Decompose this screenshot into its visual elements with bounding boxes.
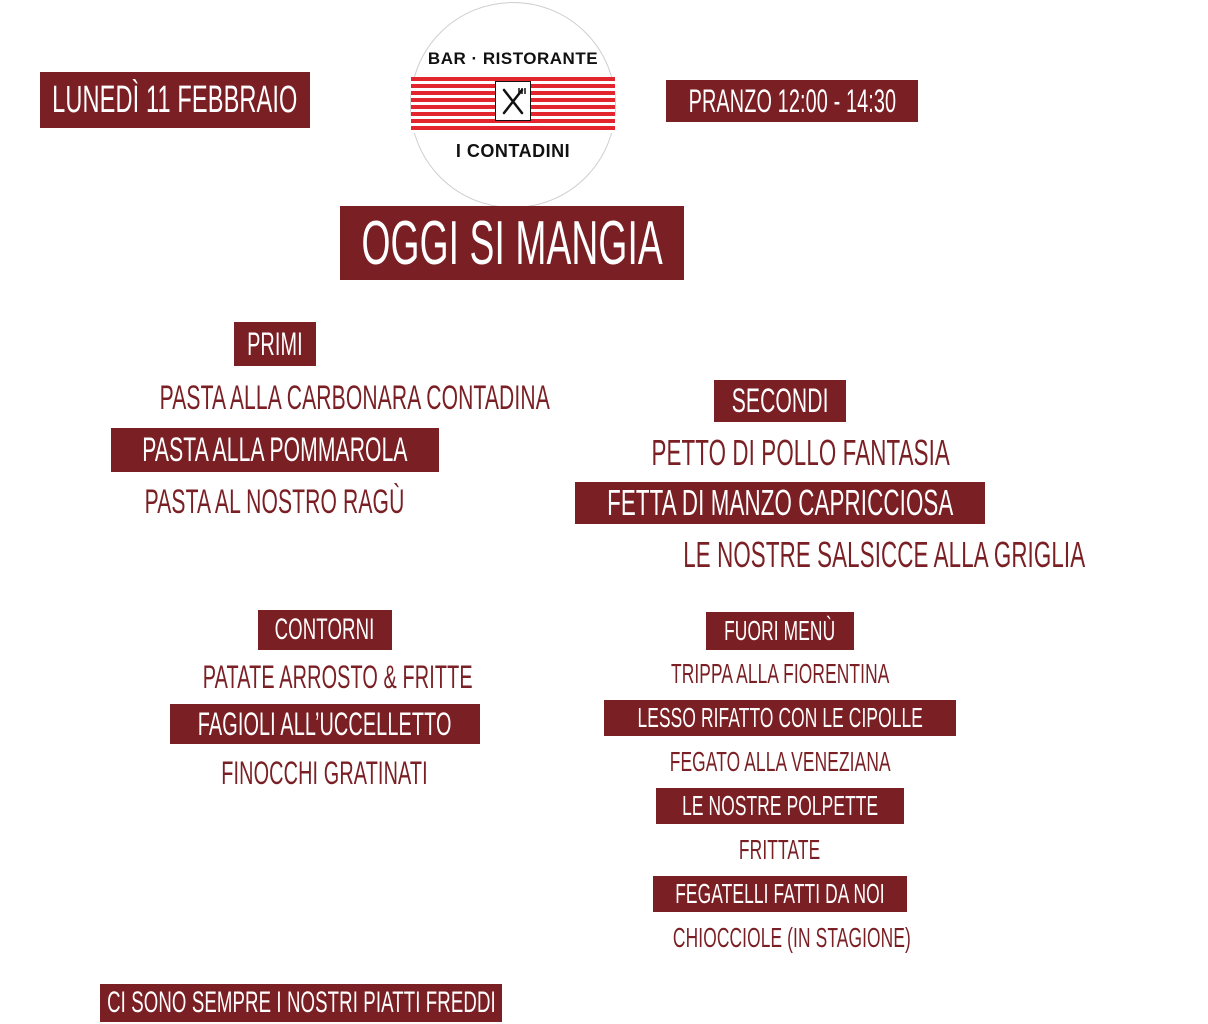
fuori-menu-item: LESSO RIFATTO CON LE CIPOLLE	[600, 700, 960, 736]
fuori-menu-item: FEGATO ALLA VENEZIANA	[669, 746, 891, 777]
secondi-item: LE NOSTRE SALSICCE ALLA GRIGLIA	[683, 534, 1086, 575]
restaurant-logo	[410, 2, 616, 208]
logo-top-text: BAR · RISTORANTE	[427, 49, 599, 68]
page-title-badge	[340, 206, 684, 280]
contorni-heading: CONTORNI	[258, 610, 391, 650]
fuori-menu-item: FRITTATE	[739, 834, 821, 865]
hours-badge	[666, 80, 918, 122]
contorni-item: FINOCCHI GRATINATI	[221, 755, 429, 791]
hours-text: PRANZO 12:00 - 14:30	[688, 82, 896, 119]
contorni-item: PATATE ARROSTO & FRITTE	[202, 659, 473, 695]
fuori-menu-heading: FUORI MENÙ	[706, 612, 853, 650]
primi-item: PASTA ALLA POMMAROLA	[60, 428, 490, 472]
footer-note: CI SONO SEMPRE I NOSTRI PIATTI FREDDI	[106, 986, 496, 1019]
primi-item: PASTA AL NOSTRO RAGÙ	[145, 483, 405, 521]
date-text: LUNEDÌ 11 FEBBRAIO	[52, 78, 298, 121]
primi-heading: PRIMI	[234, 322, 316, 366]
fuori-menu-item: TRIPPA ALLA FIORENTINA	[670, 658, 890, 689]
logo-bottom-text: I CONTADINI	[455, 141, 571, 161]
secondi-item: PETTO DI POLLO FANTASIA	[651, 432, 950, 473]
fuori-menu-item: LE NOSTRE POLPETTE	[600, 788, 960, 824]
secondi-heading: SECONDI	[714, 380, 846, 422]
contorni-item: FAGIOLI ALL’UCCELLETTO	[120, 704, 530, 744]
contorni-heading-row	[150, 610, 500, 650]
primi-item: PASTA ALLA CARBONARA CONTADINA	[159, 379, 550, 417]
footer-note-badge	[100, 984, 502, 1022]
fuori-menu-heading-row	[600, 612, 960, 650]
secondi-item: FETTA DI MANZO CAPRICCIOSA	[560, 482, 1000, 524]
page-title: OGGI SI MANGIA	[361, 208, 663, 278]
primi-heading-row	[100, 322, 450, 366]
date-badge	[40, 72, 310, 128]
fork-knife-icon	[495, 81, 531, 121]
fuori-menu-item: CHIOCCIOLE (IN STAGIONE)	[672, 922, 911, 953]
secondi-heading-row	[580, 380, 980, 422]
fuori-menu-item: FEGATELLI FATTI DA NOI	[600, 876, 960, 912]
